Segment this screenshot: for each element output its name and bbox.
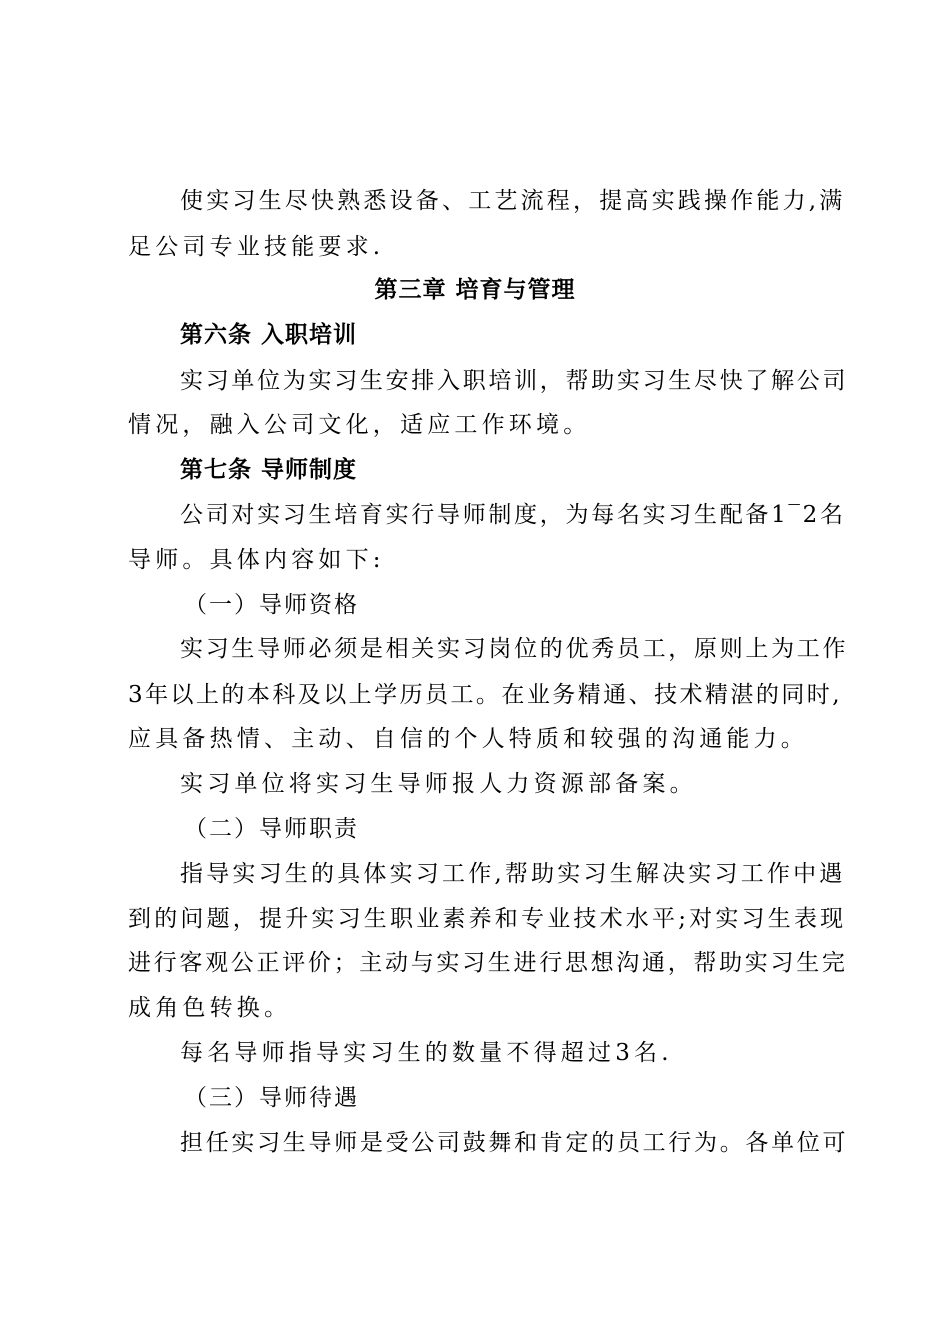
paragraph-line: 应具备热情、主动、自信的个人特质和较强的沟通能力。 — [128, 726, 808, 752]
section-2-title: （二）导师职责 — [184, 816, 359, 842]
section-3-title: （三）导师待遇 — [184, 1085, 359, 1111]
paragraph-line: 情况，融入公司文化，适应工作环境。 — [128, 412, 591, 438]
paragraph-line: 公司对实习生培育实行导师制度，为每名实习生配备1‾2名 — [180, 502, 846, 528]
paragraph-line: 足公司专业技能要求. — [128, 234, 385, 260]
section-1-title: （一）导师资格 — [184, 592, 359, 618]
paragraph-line: 实习生导师必须是相关实习岗位的优秀员工，原则上为工作 — [180, 636, 849, 662]
paragraph-line: 导师。具体内容如下: — [128, 547, 385, 573]
paragraph-line: 3年以上的本科及以上学历员工。在业务精通、技术精湛的同时, — [128, 682, 842, 708]
paragraph-line: 实习单位将实习生导师报人力资源部备案。 — [180, 771, 697, 797]
paragraph-line: 进行客观公正评价；主动与实习生进行思想沟通，帮助实习生完 — [128, 950, 848, 976]
article-6-title: 第六条 入职培训 — [180, 322, 358, 348]
paragraph-line: 担任实习生导师是受公司鼓舞和肯定的员工行为。各单位可 — [180, 1130, 849, 1156]
paragraph-line: 指导实习生的具体实习工作,帮助实习生解决实习工作中遇 — [180, 861, 846, 887]
paragraph-line: 每名导师指导实习生的数量不得超过3名. — [180, 1040, 673, 1066]
chapter-title: 第三章 培育与管理 — [374, 277, 576, 303]
paragraph-line: 到的问题，提升实习生职业素养和专业技术水平;对实习生表现 — [128, 906, 847, 932]
paragraph-line: 实习单位为实习生安排入职培训，帮助实习生尽快了解公司 — [180, 368, 849, 394]
paragraph-line: 成角色转换。 — [128, 995, 292, 1021]
article-7-title: 第七条 导师制度 — [180, 457, 358, 483]
paragraph-line: 使实习生尽快熟悉设备、工艺流程，提高实践操作能力,满 — [180, 188, 846, 214]
